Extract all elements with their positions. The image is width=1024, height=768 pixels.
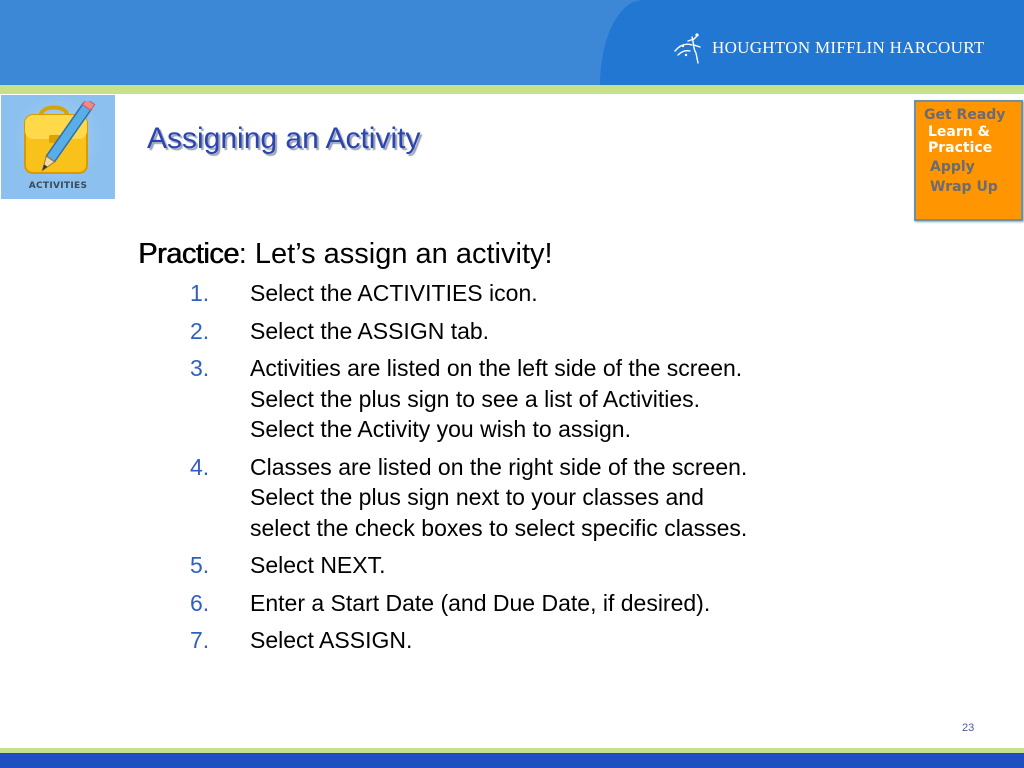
- list-item: [138, 588, 898, 619]
- nav-item-get-ready: Get Ready: [924, 107, 1006, 123]
- step-number: 6.: [190, 589, 210, 616]
- step-line: Classes are listed on the right side of the screen.: [250, 453, 748, 480]
- steps-list: [138, 278, 898, 656]
- lead-line: [138, 234, 898, 274]
- list-item: [138, 278, 898, 309]
- step-line: Select the Activity you wish to assign.: [250, 416, 631, 442]
- brand-logo: [672, 31, 985, 65]
- activities-icon-tile: [1, 95, 115, 199]
- lesson-phase-nav: [914, 100, 1023, 221]
- step-number: 4.: [190, 453, 210, 480]
- activities-label: ACTIVITIES: [28, 181, 88, 191]
- step-text: [250, 550, 898, 581]
- list-item: [138, 353, 898, 445]
- list-item: [138, 550, 898, 581]
- step-line: Select the plus sign to see a list of Activities.: [250, 385, 701, 412]
- nav-item-wrap-up: Wrap Up: [930, 179, 998, 195]
- list-item: [138, 452, 898, 544]
- lead-bold: Practice: [138, 238, 239, 270]
- step-line: Select NEXT.: [250, 552, 386, 578]
- step-line: Select ASSIGN.: [250, 627, 413, 653]
- slide-body: [138, 234, 898, 663]
- footer-band: [0, 753, 1024, 768]
- nav-item-apply: Apply: [930, 159, 975, 175]
- step-number: 1.: [190, 280, 210, 306]
- step-number: 2.: [190, 317, 210, 344]
- step-text: [250, 588, 898, 619]
- step-line: select the check boxes to select specific classes.: [250, 514, 748, 541]
- header-accent-line: [0, 85, 1024, 94]
- nav-item-learn-practice-line1: Learn &: [928, 124, 990, 140]
- step-text: [250, 625, 898, 656]
- step-text: [250, 452, 898, 544]
- briefcase-pencil-icon: [19, 101, 97, 181]
- step-text: [250, 353, 898, 445]
- page-number: 23: [962, 722, 975, 734]
- step-number: 3.: [190, 355, 210, 381]
- step-text: [250, 316, 898, 347]
- lead-text: : Let’s assign an activity!: [238, 238, 553, 270]
- nav-item-learn-practice-line2: Practice: [928, 140, 993, 156]
- step-text: [250, 278, 898, 309]
- step-line: Enter a Start Date (and Due Date, if desired).: [250, 589, 711, 616]
- step-line: Select the ASSIGN tab.: [250, 317, 490, 344]
- list-item: [138, 625, 898, 656]
- hmh-leaping-figure-icon: [672, 31, 706, 65]
- step-line: Activities are listed on the left side of the screen.: [250, 355, 743, 381]
- step-number: 5.: [190, 552, 210, 578]
- step-number: 7.: [190, 627, 210, 653]
- step-line: Select the ACTIVITIES icon.: [250, 280, 538, 306]
- page-title: Assigning an Activity: [147, 122, 421, 155]
- step-line: Select the plus sign next to your classes and: [250, 484, 704, 510]
- list-item: [138, 316, 898, 347]
- brand-name: HOUGHTON MIFFLIN HARCOURT: [712, 38, 985, 57]
